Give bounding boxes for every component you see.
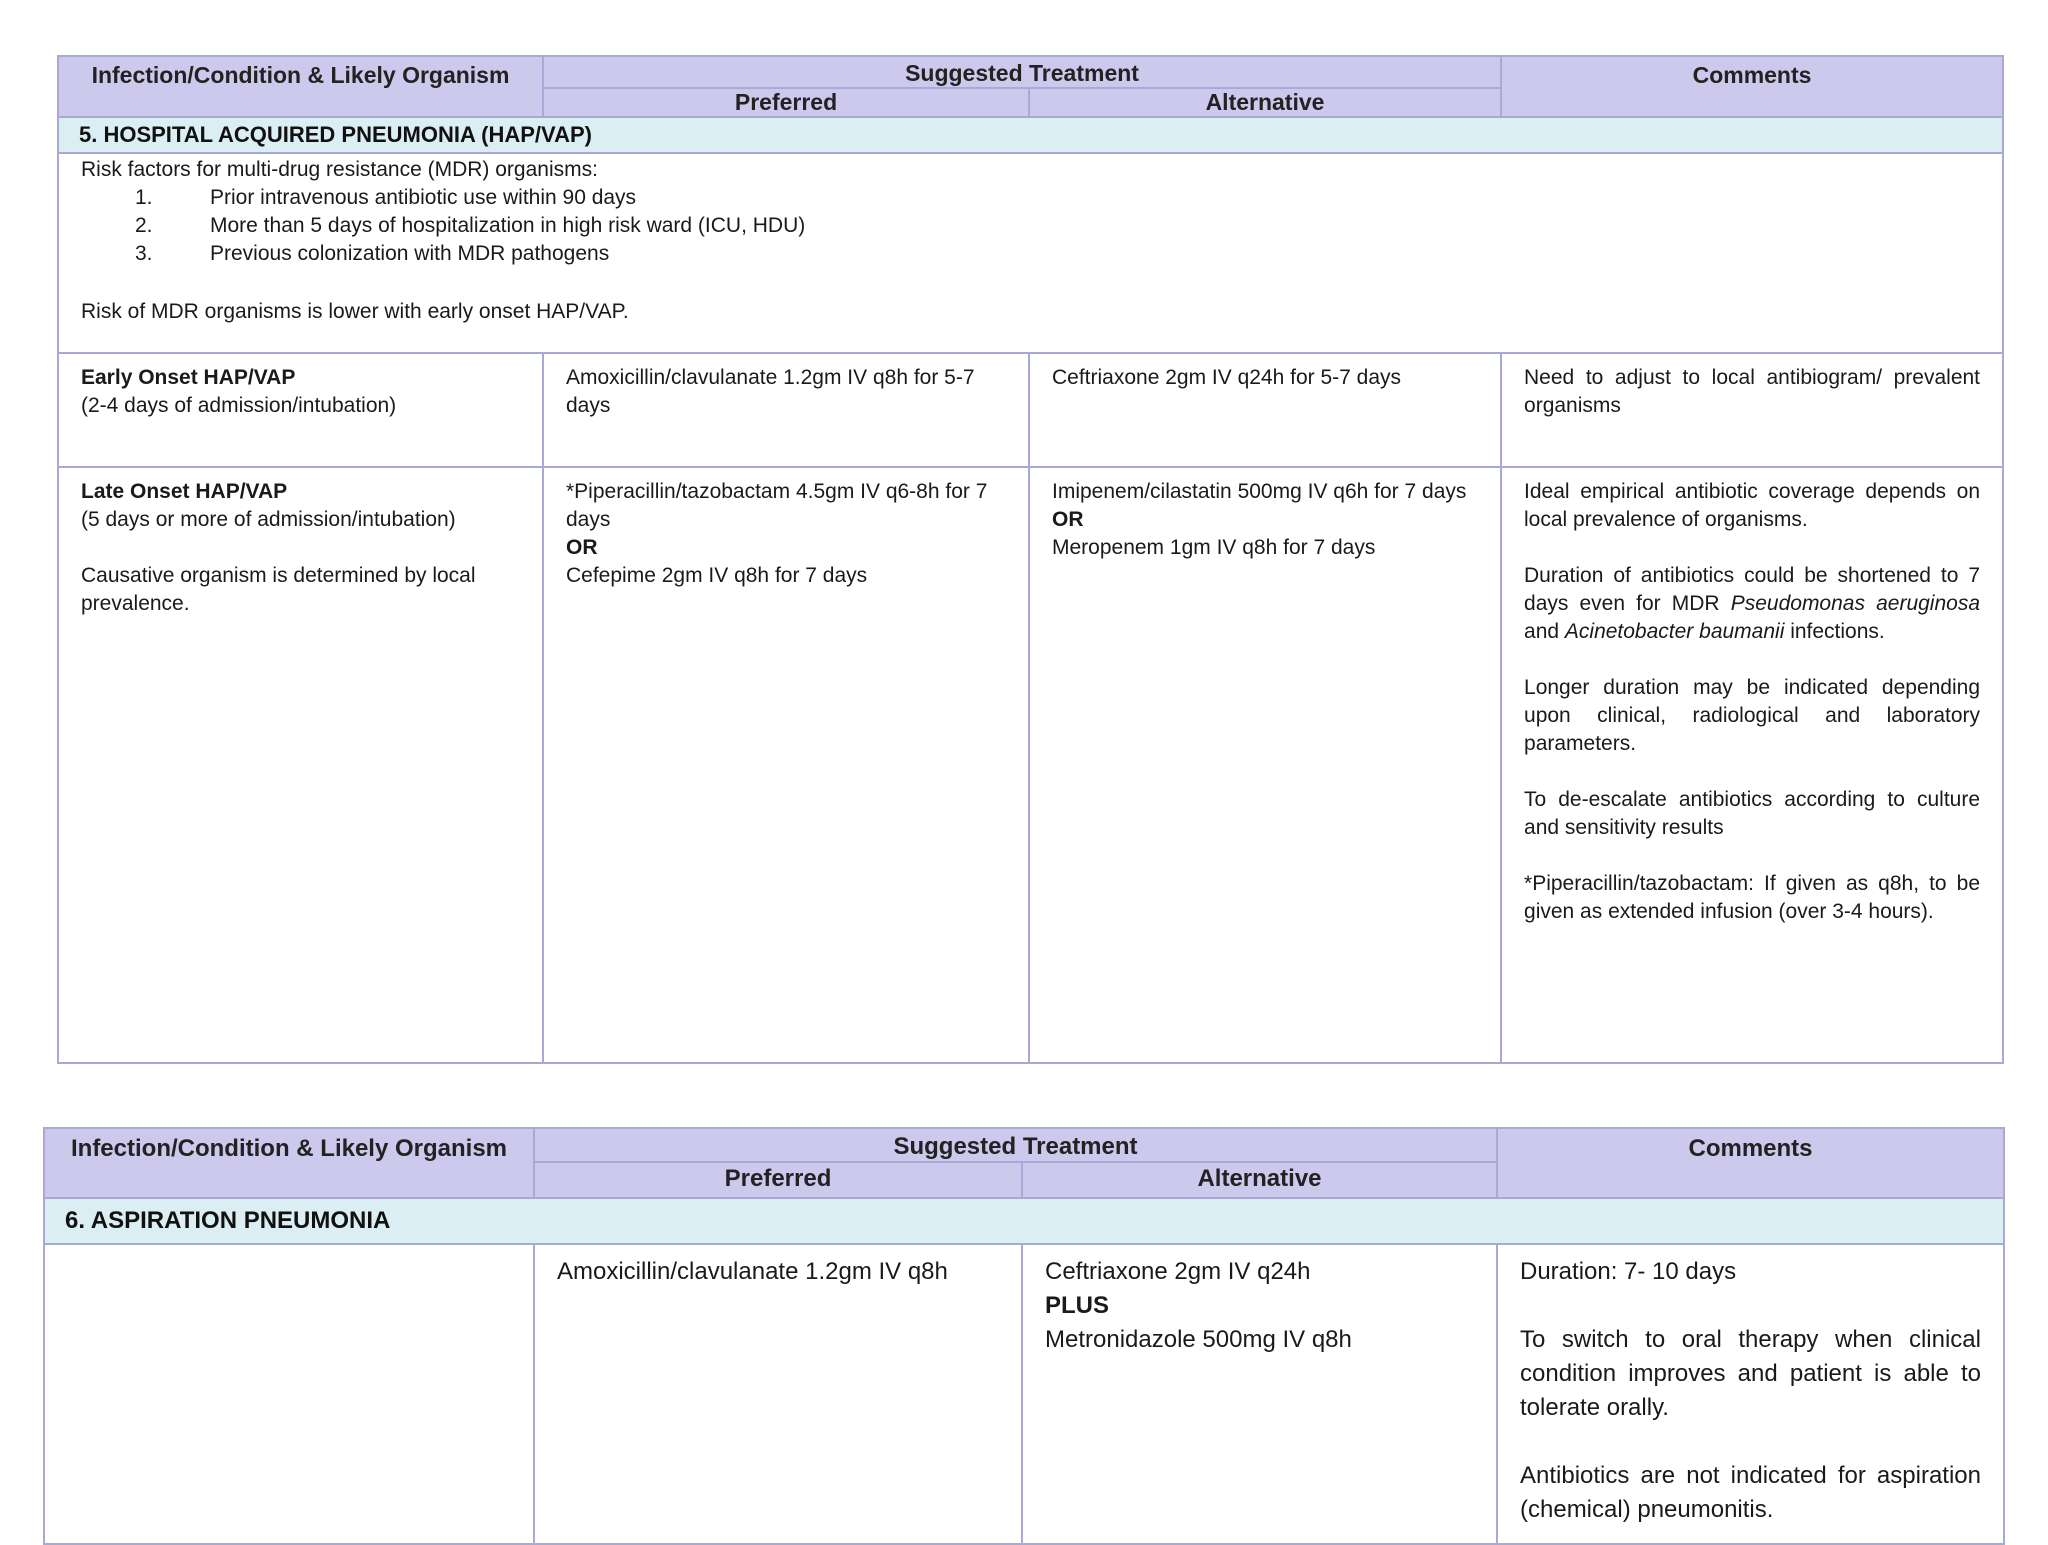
late-onset-preferred: *Piperacillin/tazobactam 4.5gm IV q6-8h for 7 days OR Cefepime 2gm IV q8h for 7 days <box>543 467 1029 1063</box>
late-comment-5: *Piperacillin/tazobactam: If given as q8h, to be given as extended infusion (over 3-4 hours). <box>1524 872 1981 923</box>
aspiration-condition <box>44 1244 534 1544</box>
risk-note: Risk of MDR organisms is lower with early onset HAP/VAP. <box>81 300 629 323</box>
late-onset-condition <box>58 467 543 1063</box>
risk-intro: Risk factors for multi-drug resistance (MDR) organisms: <box>81 158 598 181</box>
section-title-hap: 5. HOSPITAL ACQUIRED PNEUMONIA (HAP/VAP) <box>58 117 2003 153</box>
aspiration-guideline-table <box>43 1127 2005 1545</box>
section-title-aspiration: 6. ASPIRATION PNEUMONIA <box>44 1198 2004 1244</box>
header-suggested-treatment: Suggested Treatment <box>534 1128 1497 1162</box>
aspiration-comment-1: Duration: 7- 10 days <box>1520 1258 1737 1285</box>
early-onset-title: Early Onset HAP/VAP <box>81 366 296 389</box>
header-comments: Comments <box>1501 56 2003 117</box>
header-suggested-treatment: Suggested Treatment <box>543 56 1501 88</box>
late-comment-2: Duration of antibiotics could be shortened to 7 days even for MDR Pseudomonas aeruginosa and Acinetobacter baumanii infections. <box>1524 564 1981 643</box>
aspiration-alternative: Ceftriaxone 2gm IV q24h PLUS Metronidazole 500mg IV q8h <box>1022 1244 1497 1544</box>
early-onset-subtitle: (2-4 days of admission/intubation) <box>81 394 397 417</box>
late-onset-title: Late Onset HAP/VAP <box>81 480 288 503</box>
header-preferred: Preferred <box>534 1162 1022 1198</box>
header-comments: Comments <box>1497 1128 2004 1198</box>
risk-factor-item: 2. More than 5 days of hospitalization in high risk ward (ICU, HDU) <box>135 214 806 237</box>
header-alternative: Alternative <box>1029 88 1501 117</box>
header-condition: Infection/Condition & Likely Organism <box>44 1128 534 1198</box>
late-onset-alternative: Imipenem/cilastatin 500mg IV q6h for 7 days OR Meropenem 1gm IV q8h for 7 days <box>1029 467 1501 1063</box>
risk-factors-block <box>58 153 2003 353</box>
late-comment-3: Longer duration may be indicated depending upon clinical, radiological and laboratory parameters. <box>1524 676 1981 755</box>
aspiration-comment-2: To switch to oral therapy when clinical condition improves and patient is able to tolerate orally. <box>1520 1326 1981 1421</box>
risk-factor-item: 3. Previous colonization with MDR pathogens <box>135 242 610 265</box>
late-onset-comments <box>1501 467 2003 1063</box>
aspiration-comments <box>1497 1244 2004 1544</box>
early-onset-preferred: Amoxicillin/clavulanate 1.2gm IV q8h for 5-7 days <box>543 353 1029 467</box>
aspiration-comment-3: Antibiotics are not indicated for aspiration (chemical) pneumonitis. <box>1520 1462 1981 1523</box>
header-preferred: Preferred <box>543 88 1029 117</box>
hap-guideline-table <box>57 55 2004 1064</box>
risk-factor-item: 1. Prior intravenous antibiotic use within 90 days <box>135 186 637 209</box>
header-condition: Infection/Condition & Likely Organism <box>58 56 543 117</box>
late-onset-causative: Causative organism is determined by local prevalence. <box>81 564 476 615</box>
early-onset-comment: Need to adjust to local antibiogram/ prevalent organisms <box>1501 353 2003 467</box>
early-onset-condition <box>58 353 543 467</box>
late-comment-4: To de-escalate antibiotics according to culture and sensitivity results <box>1524 788 1981 839</box>
aspiration-preferred: Amoxicillin/clavulanate 1.2gm IV q8h <box>534 1244 1022 1544</box>
early-onset-alternative: Ceftriaxone 2gm IV q24h for 5-7 days <box>1029 353 1501 467</box>
header-alternative: Alternative <box>1022 1162 1497 1198</box>
late-onset-subtitle: (5 days or more of admission/intubation) <box>81 508 456 531</box>
late-comment-1: Ideal empirical antibiotic coverage depends on local prevalence of organisms. <box>1524 480 1981 531</box>
risk-factor-list <box>81 184 1980 268</box>
